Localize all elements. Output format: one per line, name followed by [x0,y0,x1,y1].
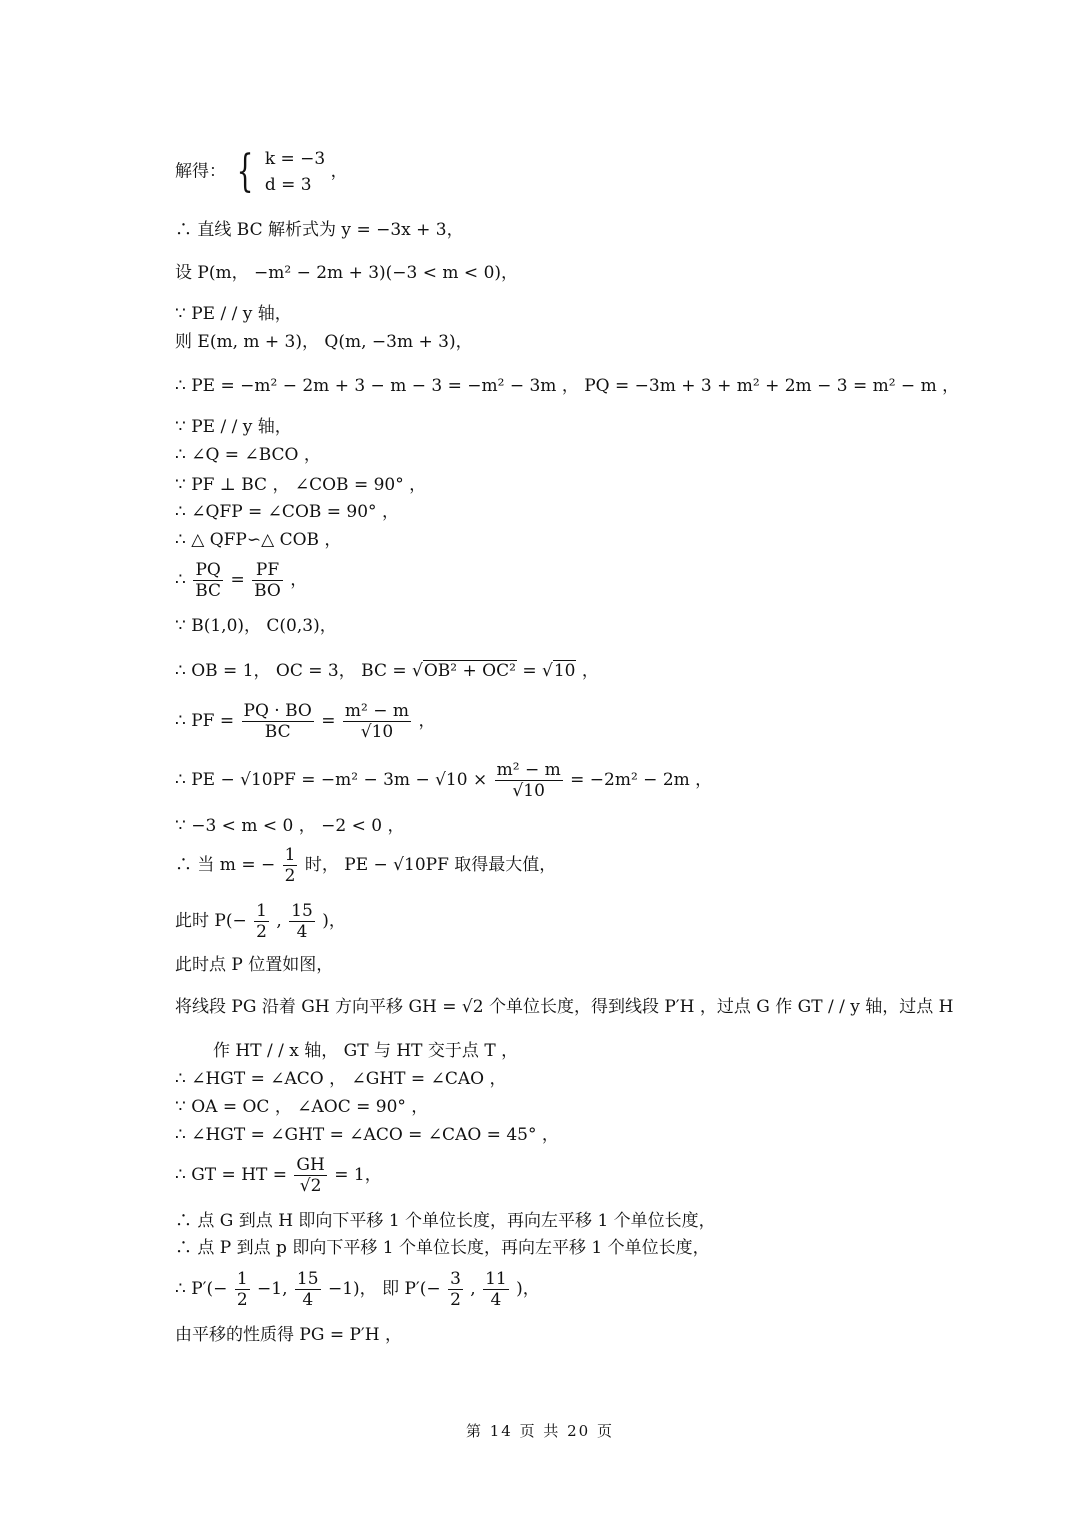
denominator: √10 [512,781,545,801]
numerator: PQ [193,560,223,581]
numerator: PF [252,560,283,581]
text: ∴ 当 m = − [175,855,276,875]
text: 解得： [175,161,226,182]
line-ht-parallel: 作 HT / / x 轴， GT 与 HT 交于点 T ， [213,1041,519,1061]
numerator: m² − m [496,760,561,780]
line-pe-pq: ∴ PE = −m² − 2m + 3 − m − 3 = −m² − 3m ， PQ = −3m + 3 + m² + 2m − 3 = m² − m ， [175,376,960,396]
line-e-q-coords: 则 E(m, m + 3)， Q(m, −3m + 3)， [175,332,473,352]
line-g-to-h: ∴ 点 G 到点 H 即向下平移 1 个单位长度，再向左平移 1 个单位长度， [175,1211,716,1231]
denominator: BO [254,581,281,601]
text: = [522,661,537,681]
numerator: 11 [485,1269,507,1289]
line-angle-hgt: ∴ ∠HGT = ∠ACO ， ∠GHT = ∠CAO ， [175,1069,507,1089]
fraction [295,1269,321,1310]
text: ， [330,161,348,182]
line-b-c-coords: ∵ B(1,0)， C(0,3)， [175,616,337,636]
text: −1, [257,1279,288,1299]
brace-icon: { [237,146,254,197]
fraction [343,701,411,742]
line-angles-45: ∴ ∠HGT = ∠GHT = ∠ACO = ∠CAO = 45° ， [175,1125,559,1145]
line-angle-qfp: ∴ ∠QFP = ∠COB = 90° ， [175,502,399,522]
text: , [276,911,282,931]
equation-row: k = −3 [264,149,326,169]
denominator: 4 [302,1290,314,1310]
fraction [235,1269,250,1310]
fraction [242,701,314,742]
denominator: 4 [296,922,308,942]
line-pe-minus-pf [175,760,712,801]
text: ∴ PF = [175,711,235,731]
text: ∴ P′(− [175,1279,228,1299]
equation-row: d = 3 [264,175,312,195]
numerator: PQ · BO [243,701,312,721]
line-pe-parallel-2: ∵ PE / / y 轴， [175,417,292,437]
line-pg-eq: 由平移的性质得 PG = P′H ， [175,1325,403,1345]
text: ∴ GT = HT = [175,1165,288,1185]
fraction [495,760,563,801]
denominator: BC [264,722,291,742]
denominator: 2 [236,1290,248,1310]
text: 此时 P(− [175,911,247,931]
denominator: 2 [256,922,267,942]
denominator: √2 [299,1176,322,1196]
line-pf-perp: ∵ PF ⊥ BC ， ∠COB = 90° ， [175,475,427,495]
text: = [321,711,336,731]
fraction [448,1269,463,1310]
fraction [294,1155,326,1196]
text: )， [322,911,346,931]
denominator: 2 [284,866,296,886]
text: ∴ [175,570,186,590]
numerator: 15 [296,1269,319,1289]
line-max-value [175,845,556,886]
line-p-position: 此时点 P 位置如图， [175,955,334,975]
text: ∴ PE − √10PF = −m² − 3m − √10 × [175,770,488,790]
denominator: BC [195,581,222,601]
line-ratio [175,560,307,601]
line-m-range: ∵ −3 < m < 0 ， −2 < 0 ， [175,816,405,836]
text: ， [418,711,436,731]
text: ∴ OB = 1， OC = 3， BC = [175,661,407,681]
line-gt-ht [175,1155,382,1196]
line-solve-system [175,146,348,198]
sqrt-radicand: 10 [553,661,576,681]
line-angle-q: ∴ ∠Q = ∠BCO ， [175,445,321,465]
denominator: 4 [490,1290,502,1310]
text: = −2m² − 2m ， [570,770,713,790]
line-bc-expression: ∴ 直线 BC 解析式为 y = −3x + 3， [175,220,464,240]
fraction [483,1269,509,1310]
page-footer: 第 14 页 共 20 页 [465,1422,614,1440]
fraction [193,560,223,601]
numerator: 1 [236,1269,248,1289]
line-translate-pg: 将线段 PG 沿着 GH 方向平移 GH = √2 个单位长度，得到线段 P′H ，过点 G 作 GT / / y 轴，过点 H [175,997,954,1017]
numerator: 1 [256,901,267,921]
text: = 1， [334,1165,382,1185]
line-pf [175,701,435,742]
text: , [470,1279,476,1299]
fraction [254,901,269,942]
text: = [230,570,245,590]
numerator: GH [296,1155,325,1175]
denominator: 2 [450,1290,461,1310]
numerator: 15 [291,901,313,921]
numerator: 3 [450,1269,461,1289]
text: )， [516,1279,540,1299]
line-similar: ∴ △ QFP∽△ COB ， [175,530,342,550]
line-set-p: 设 P(m， −m² − 2m + 3)(−3 < m < 0)， [175,263,519,283]
sqrt-radicand: OB² + OC² [423,661,516,681]
text: 时， PE − √10PF 取得最大值， [304,855,557,875]
line-p-prime [175,1269,540,1310]
fraction [252,560,283,601]
line-p-to-p: ∴ 点 P 到点 p 即向下平移 1 个单位长度，再向左平移 1 个单位长度， [175,1238,710,1258]
text: −1)， 即 P′(− [327,1279,441,1299]
line-ob-oc-bc: ∴ OB = 1， OC = 3， BC = √OB² + OC² = √10 ， [175,661,599,681]
text: ， [581,661,599,681]
line-oa-oc: ∵ OA = OC ， ∠AOC = 90° ， [175,1097,429,1117]
numerator: 1 [284,845,296,865]
denominator: √10 [360,722,394,742]
line-pe-parallel: ∵ PE / / y 轴， [175,304,292,324]
equation-system [231,146,325,198]
numerator: m² − m [344,701,410,721]
fraction [283,845,298,886]
fraction [289,901,315,942]
text: ， [290,570,308,590]
line-p-coords [175,901,346,942]
